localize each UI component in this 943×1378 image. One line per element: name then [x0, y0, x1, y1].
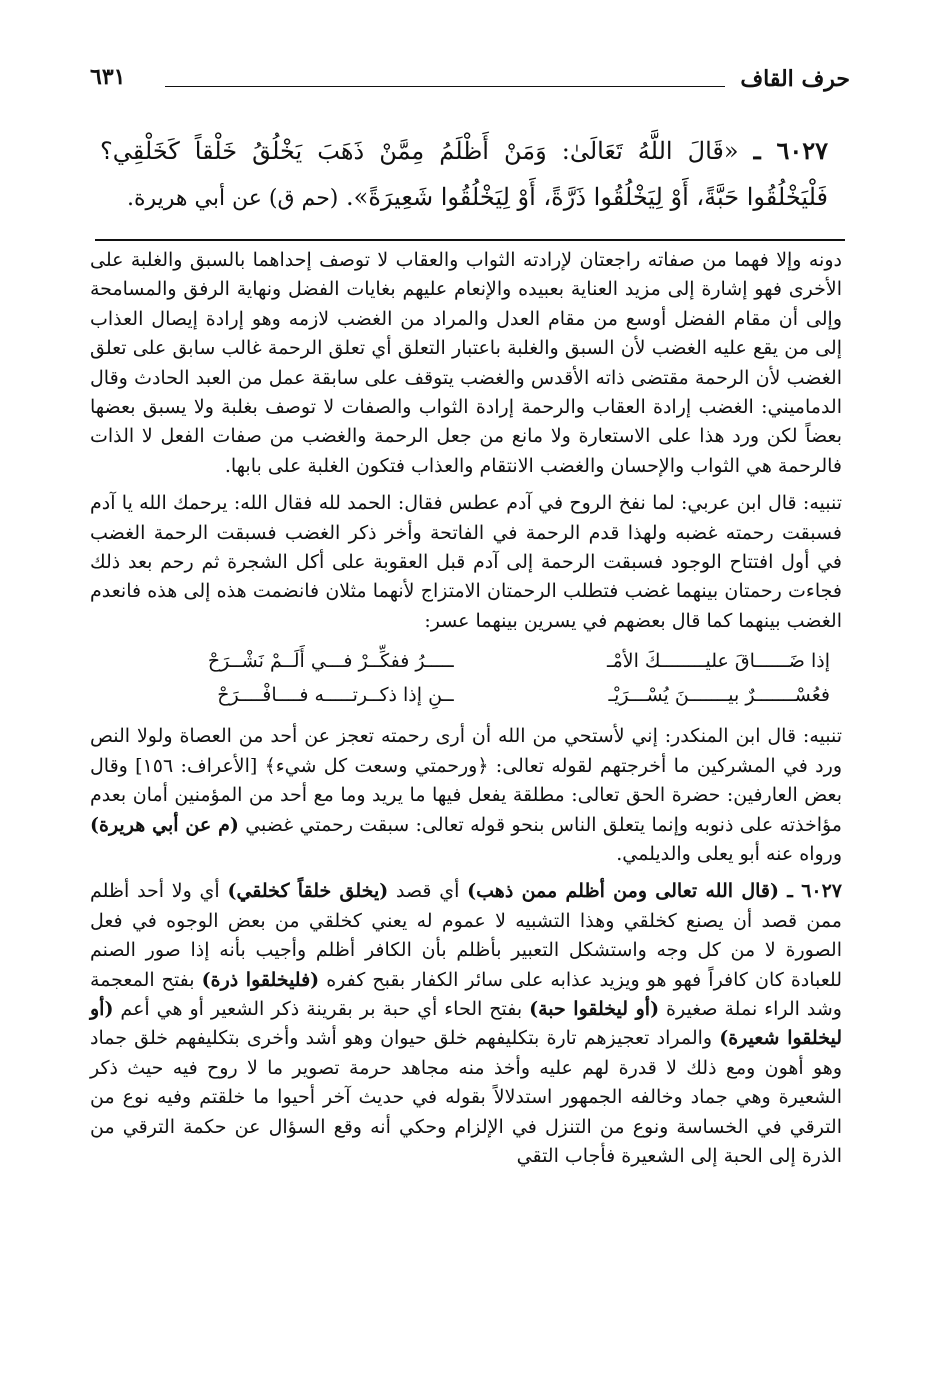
commentary-paragraph-1: دونه وإلا فهما من صفاته راجعتان لإرادته الثواب والعقاب لا توصف إحداهما بالسبق والغلبة على الأخرى فهو إشارة إلى مزيد العناية بعبيده والإنعام عليهم بغايات الفضل ونهاية الرفق والمسامحة وإلى أن مقام الفضل أوسع من مقام العدل والمراد من الغضب لازمه وهو إرادة إيصال العذاب إلى من يقع عليه الغضب لأن السبق والغلبة باعتبار التعلق أي تعلق الرحمة غالب سابق على تعلق الغضب لأن الرحمة مقتضى ذاته الأقدس والغضب يتوقف على سابقة عمل من العبد الحادث وقال الدماميني: الغضب إرادة العقاب والرحمة إرادة الثواب والصفات لا توصف بغلبة ولا يسبق بعضها بعضاً لكن ورد هذا على الاستعارة ولا مانع من جعل الرحمة والغضب من صفات الفعل لا الذات فالرحمة هي الثواب والإحسان والغضب الانتقام والعذاب فتكون الغلبة على بابها.	[90, 249, 842, 477]
hadith-text	[100, 128, 828, 222]
poetry-verse	[120, 644, 830, 712]
text-run: أي قصد	[395, 880, 460, 903]
header-rule	[165, 86, 725, 87]
quoted-phrase: (فليخلقوا ذرة)	[201, 968, 320, 991]
verse-hemistich: ـــــرُ ففكِّــرْ فـــي أَلَــمْ نَشْــرَحْ	[207, 650, 454, 673]
commentary-paragraph-4	[90, 877, 842, 1171]
commentary	[90, 246, 842, 1171]
text-run: والمراد تعجيزهم تارة بتكليفهم خلق حيوان وهو أشد وأخرى بتكليفهم خلق جماد وهو أهون ومع ذلك لا قدرة لهم عليه وأخذ منه مجاهد حرمة تصوير ما لا روح فيه حيث ذكر الشعيرة وهي جماد وخالفه الجمهور استدلالاً بقوله في حديث آخر أحيوا ما خلقتم وفيه نوع من الترقي في الخساسة ونوع من التنزل في الإلزام وحكي أنه وقع السؤال عن حكمة الترقي من الذرة إلى الحبة إلى الشعيرة فأجاب التقي	[90, 1027, 842, 1167]
commentary-paragraph-2: تنبيه: قال ابن عربي: لما نفخ الروح في آدم عطس فقال: الحمد لله فقال الله: يرحمك الله يا آدم فسبقت رحمته غضبه ولهذا قدم الرحمة في الفاتحة وأخر ذكر الغضب فسبقت الرحمة الغضب في أول افتتاح الوجود فسبقت الرحمة إلى آدم قبل العقوبة على أكل الشجرة ثم رحم بعد ذلك فجاءت رحمتان بينهما غضب فتطلب الرحمتان الامتزاج لأنهما مثلان فانضمت هذه إلى هذه فانعدم الغضب بينهما كما قال بعضهم في يسرين بينهما عسر:	[90, 492, 842, 632]
section-divider	[95, 239, 845, 241]
text-run: ورواه عنه أبو يعلى والديلمي.	[616, 842, 842, 865]
verse-hemistich: ــنِ إذا ذكــرتـــــه فــــافْــــرَحْ	[217, 684, 454, 707]
verse-hemistich: إذا ضَــــــاقَ عليــــــــكَ الأمْـ	[607, 650, 830, 673]
hadith-source: (حم ق) عن أبي هريرة.	[126, 186, 339, 211]
verse-line	[120, 644, 830, 678]
chapter-title: حرف القاف	[740, 66, 850, 92]
verse-line	[120, 678, 830, 712]
page-number: ٦٣١	[90, 64, 126, 90]
text-run: أي ولا أحد أظلم ممن قصد أن يصنع كخلقي وهذا التشبيه لا عموم له يعني كخلقي من بعض الوجوه في فعل الصورة لا من كل وجه واستشكل التعبير بأظلم بأن الكافر أظلم وأجيب بأنه إذا صور الصنم للعبادة كان كافراً فهو هو ويزيد عذابه على سائر الكفار بقبح كفره	[90, 880, 842, 991]
hadith-number: ٦٠٢٧ ـ	[753, 136, 828, 165]
running-header	[90, 58, 850, 98]
quoted-phrase: (أو ليخلقوا حبة)	[529, 997, 660, 1020]
text-run: بفتح الحاء أي حبة بر بقرينة ذكر الشعير أو هي أعم	[120, 997, 523, 1020]
text-run: بفتح المعجمة وشد الراء نملة صغيرة	[90, 968, 842, 1020]
commentary-paragraph-3	[90, 722, 842, 869]
quoted-phrase: (يخلق خلقاً كخلقي)	[227, 880, 389, 903]
text-run: تنبيه: قال ابن المنكدر: إني لأستحي من الله أن أرى رحمته تعجز عن أحد من العصاة ولولا النص ورد في المشركين ما أخرجتهم لقوله تعالى: ﴿ورحمتي وسعت كل شيء﴾ [الأعراف: ١٥٦] وقال بعض العارفين: حضرة الحق تعالى: مطلقة يفعل فيها ما يريد وما مع أحد من المؤمنين أمان بعدم مؤاخذته على ذنوبه وإنما يتعلق الناس بنحو قوله تعالى: سبقت رحمتي غضبي	[90, 725, 842, 836]
hadith-number-quote: ٦٠٢٧ ـ (قال الله تعالى ومن أظلم ممن ذهب)	[467, 880, 843, 903]
quoted-phrase: (أو ليخلقوا شعيرة)	[90, 997, 842, 1050]
source-citation: (م عن أبي هريرة)	[90, 813, 239, 836]
hadith-body: «قَالَ اللَّهُ تَعَالَىٰ: وَمَنْ أَظْلَمُ مِمَّنْ ذَهَبَ يَخْلُقُ خَلْقاً كَخَلْقِي؟ فَلْيَخْلُقُوا حَبَّةً، أَوْ لِيَخْلُقُوا ذَرَّةً، أَوْ لِيَخْلُقُوا شَعِيرَةً».	[100, 137, 828, 211]
verse-hemistich: فعُسْـــــــرٌ بيـــــــنَ يُسْـــرَيْـ	[608, 684, 830, 707]
